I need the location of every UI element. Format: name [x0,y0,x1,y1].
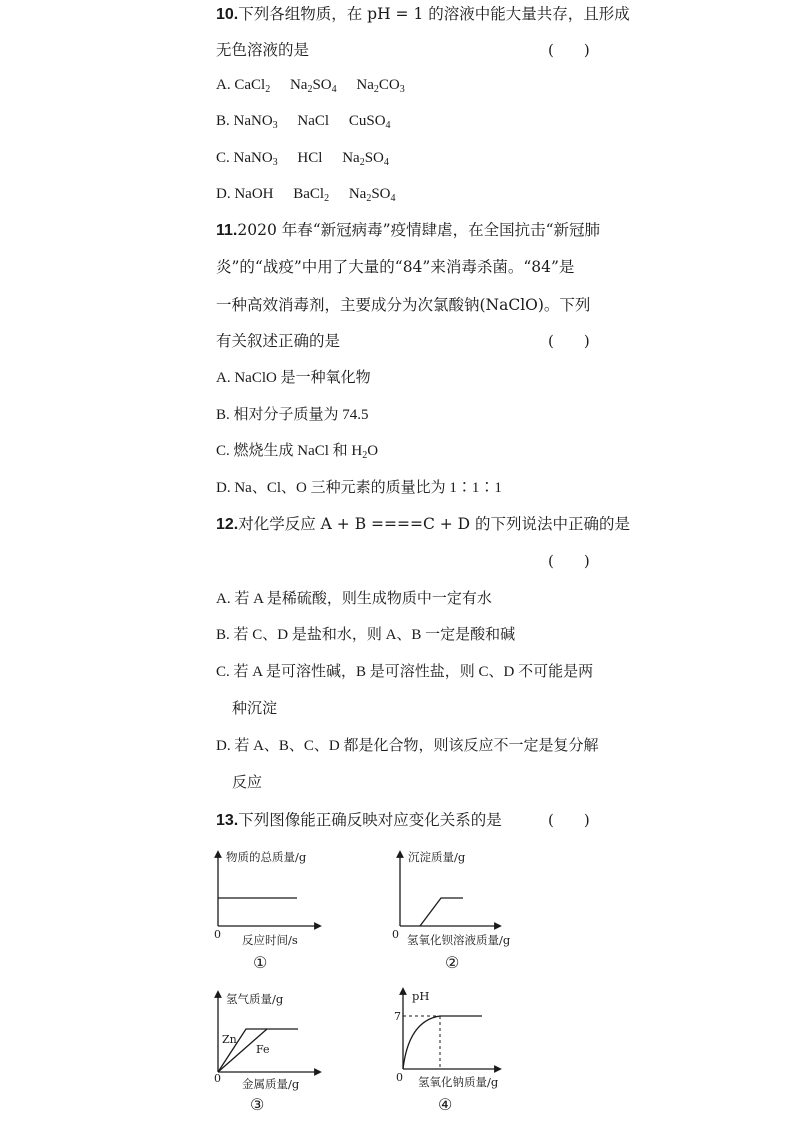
q10-number: 10. [216,6,239,23]
graph-2-ylabel: 沉淀质量/g [408,850,466,864]
q10-a-f3: $Na_2CO_3$ [356,77,405,95]
graph-2 [392,850,511,972]
q10-b-f2: NaCl [297,113,330,129]
q12-option-a: A. 若 A 是稀硫酸，则生成物质中一定有水 [216,591,492,607]
graph-4-caption: ④ [438,1095,453,1114]
q12-option-c-line1: C. 若 A 是可溶性碱，B 是可溶性盐，则 C、D 不可能是两 [216,664,594,680]
q10-c-f1: NaNO$_3$ [233,150,278,168]
q12-stem-post: C + D 的下列说法中正确的是 [422,515,631,533]
q11-answer-paren: ( ) [548,332,590,350]
q13-stem-text: 下列图像能正确反映对应变化关系的是 [238,811,502,829]
graph-4-ylabel: pH [412,989,430,1003]
q11-stem-text4: 有关叙述正确的是 [216,332,341,350]
q12-option-d-line1: D. 若 A、B、C、D 都是化合物，则该反应不一定是复分解 [216,738,599,754]
q10-stem-text2: 无色溶液的是 [216,41,310,59]
q11-stem-text2: 炎”的“战疫”中用了大量的“84”来消毒杀菌。“84”是 [216,258,575,276]
graph-2-curve [420,898,463,926]
q10-stem-text1: 下列各组物质，在 pH = 1 的溶液中能大量共存，且形成 [238,5,630,23]
q12-stem-equals: ==== [371,515,423,533]
q10-d-f2: BaCl$_2$ [293,186,330,204]
q10-c-f3: $Na_2SO_4$ [342,150,389,168]
q12-stem-pre: 对化学反应 A + B [238,515,372,533]
graph-4-origin: 0 [396,1071,403,1084]
q10-option-b-label: B. [216,113,230,129]
q12-option-c-line2: 种沉淀 [232,701,278,717]
q10-answer-paren: ( ) [548,41,590,59]
q11-stem-text1: 2020 年春“新冠病毒”疫情肆虐，在全国抗击“新冠肺 [237,221,601,239]
graph-4-seven: 7 [394,1010,401,1023]
q10-b-f3: CuSO$_4$ [348,113,391,131]
q11-option-a: A. NaClO 是一种氧化物 [216,370,371,386]
graph-3-xlabel: 金属质量/g [242,1077,300,1091]
graph-1-xlabel: 反应时间/s [242,933,298,947]
q10-a-f2: $Na_2SO_4$ [289,77,337,95]
graph-1 [214,850,318,972]
q11-number: 11. [216,222,238,239]
graph-3-fe-label: Fe [256,1043,270,1056]
graph-2-caption: ② [445,953,460,972]
q10-d-f1: NaOH [234,186,274,202]
q13-number: 13. [216,812,239,829]
graph-2-xlabel: 氢氧化钡溶液质量/g [407,933,511,947]
q10-option-a-label: A. [216,77,231,93]
graph-1-origin: 0 [214,928,221,941]
q10-a-f1: CaCl$_2$ [234,77,271,95]
graph-4 [394,989,499,1114]
graph-4-xlabel: 氢氧化钠质量/g [418,1075,499,1089]
q10-c-f2: HCl [297,150,323,166]
q10-option-c-label: C. [216,150,230,166]
q12-option-d-line2: 反应 [232,775,263,791]
q11-option-c: C. 燃烧生成 NaCl 和 $H_2O$ [216,443,379,461]
graph-3-zn-label: Zn [222,1033,237,1046]
graph-2-origin: 0 [392,928,399,941]
graph-3-caption: ③ [250,1095,265,1114]
q12-number: 12. [216,516,239,533]
graph-4-curve [403,1016,482,1069]
q12-option-b: B. 若 C、D 是盐和水，则 A、B 一定是酸和碱 [216,627,516,643]
q13-answer-paren: ( ) [548,811,590,829]
q11-stem-text3: 一种高效消毒剂，主要成分为次氯酸钠(NaClO)。下列 [216,296,591,314]
graph-3-origin: 0 [214,1072,221,1085]
graph-3 [214,992,318,1114]
q11-option-d: D. Na、Cl、O 三种元素的质量比为 1∶1∶1 [216,480,502,496]
q12-answer-paren: ( ) [548,552,590,570]
graph-3-ylabel: 氢气质量/g [226,992,284,1006]
graph-1-caption: ① [253,953,268,972]
q10-b-f1: NaNO$_3$ [233,113,278,131]
q10-option-d-label: D. [216,186,231,202]
q10-d-f3: $Na_2SO_4$ [348,186,396,204]
q11-option-b: B. 相对分子质量为 74.5 [216,407,369,423]
graph-1-ylabel: 物质的总质量/g [226,850,307,864]
